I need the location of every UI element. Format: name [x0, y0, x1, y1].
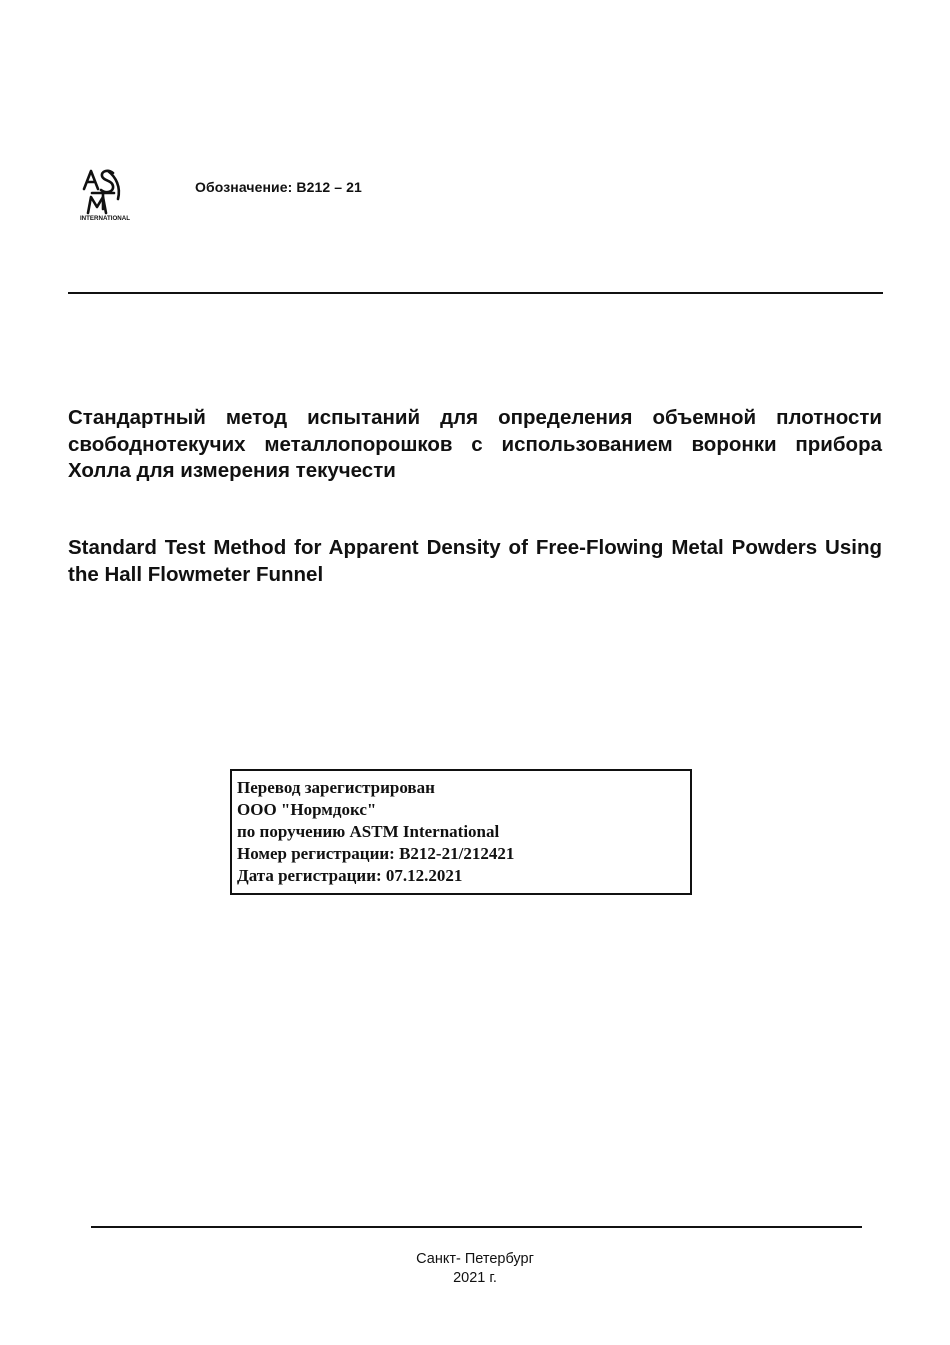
title-russian: Стандартный метод испытаний для определения объемной плотности свободнотекучих металлопорошков с использованием воронки прибора Холла для измерения текучести	[68, 406, 882, 482]
logo-subtext: INTERNATIONAL	[79, 215, 131, 222]
registration-on-behalf: по поручению ASTM International	[237, 822, 500, 841]
registration-number: Номер регистрации: B212-21/212421	[237, 844, 515, 863]
registration-lines	[237, 777, 514, 887]
registration-company: ООО "Нормдокс"	[237, 800, 377, 819]
astm-logo	[78, 165, 132, 223]
footer	[0, 1250, 950, 1288]
astm-logo-icon	[78, 165, 132, 223]
title-english: Standard Test Method for Apparent Density of Free-Flowing Metal Powders Using the Hall Flowmeter Funnel	[68, 536, 882, 586]
footer-city: Санкт- Петербург	[416, 1251, 534, 1267]
registration-status: Перевод зарегистрирован	[237, 778, 435, 797]
bottom-divider	[91, 1226, 862, 1228]
footer-year: 2021 г.	[453, 1270, 497, 1286]
top-divider	[68, 292, 883, 294]
designation: Обозначение: B212 – 21	[195, 179, 362, 195]
registration-date: Дата регистрации: 07.12.2021	[237, 866, 463, 885]
registration-box	[230, 769, 692, 895]
